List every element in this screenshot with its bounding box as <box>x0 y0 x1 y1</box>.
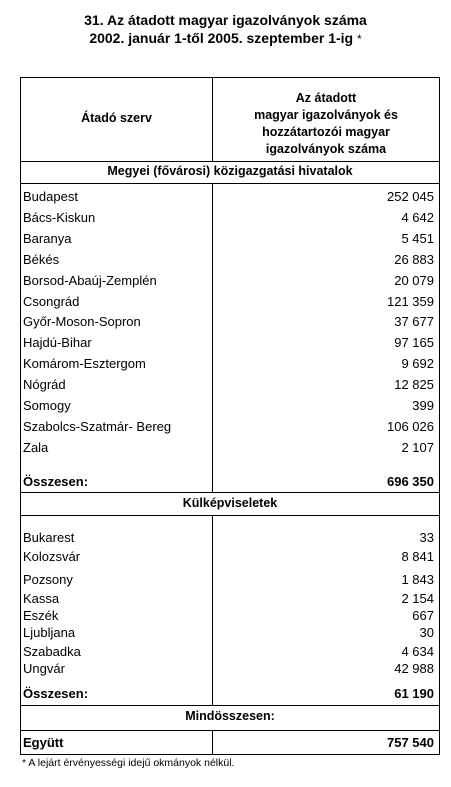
row-label: Összesen: <box>23 474 89 489</box>
page-subtitle <box>0 30 451 48</box>
row-value: 106 026 <box>387 418 434 434</box>
row-label: Bukarest <box>23 530 75 545</box>
row-value: 4 634 <box>401 644 434 659</box>
row-value: 20 079 <box>394 272 434 288</box>
row-label: Szabadka <box>23 644 81 659</box>
row-value: 8 841 <box>401 549 434 564</box>
section-title-county-offices: Megyei (fővárosi) közigazgatási hivatalok <box>107 164 353 178</box>
section3-divider <box>21 730 439 731</box>
row-label: Győr-Moson-Sopron <box>23 314 141 330</box>
row-value: 696 350 <box>387 474 434 489</box>
row-value: 9 692 <box>401 356 434 372</box>
row-value: 2 154 <box>401 591 434 606</box>
section1-divider <box>21 183 439 184</box>
row-label: Borsod-Abaúj-Zemplén <box>23 272 157 288</box>
column-header-count-line: magyar igazolványok és <box>254 108 398 122</box>
row-label: Zala <box>23 439 49 455</box>
subtitle-text: 2002. január 1-től 2005. szeptember 1-ig <box>89 30 354 46</box>
header-divider <box>21 161 439 162</box>
row-label: Somogy <box>23 398 71 413</box>
row-label: Szabolcs-Szatmár- Bereg <box>23 418 172 434</box>
page-title: 31. Az átadott magyar igazolványok száma <box>84 12 367 28</box>
row-label: Bács-Kiskun <box>23 209 96 225</box>
column-header-count-line: hozzátartozói magyar <box>262 125 390 139</box>
footnote-marker: * <box>357 32 362 46</box>
row-label: Pozsony <box>23 572 73 587</box>
row-label: Kassa <box>23 591 60 606</box>
row-label: Budapest <box>23 189 78 204</box>
row-value: 30 <box>419 625 434 640</box>
footnote: * A lejárt érvényességi idejű okmányok nélkül. <box>22 757 235 769</box>
row-label: Baranya <box>23 230 72 246</box>
row-value: 4 642 <box>401 209 434 225</box>
row-value: 5 451 <box>401 230 434 246</box>
row-label: Komárom-Esztergom <box>23 356 146 372</box>
section3-top-divider <box>21 705 439 706</box>
row-label: Kolozsvár <box>23 549 81 564</box>
row-label: Békés <box>23 251 60 267</box>
column-header-count <box>213 90 439 158</box>
row-label: Összesen: <box>23 686 89 701</box>
section-title-grand-total: Mindösszesen: <box>185 709 275 723</box>
row-value: 121 359 <box>387 293 434 309</box>
row-label: Hajdú-Bihar <box>23 335 92 351</box>
section3-col-divider <box>212 730 213 754</box>
row-value: 61 190 <box>394 686 434 701</box>
data-table <box>20 77 440 755</box>
column-header-count-line: Az átadott <box>295 91 357 105</box>
section2-top-divider <box>21 492 439 493</box>
row-value: 12 825 <box>394 377 434 393</box>
row-label: Együtt <box>23 735 64 750</box>
row-value: 37 677 <box>394 314 434 330</box>
row-value: 399 <box>412 398 434 413</box>
row-label: Csongrád <box>23 293 80 309</box>
row-label: Ungvár <box>23 661 65 676</box>
row-value: 1 843 <box>401 572 434 587</box>
column-header-count-line: igazolványok száma <box>265 142 387 156</box>
row-label: Eszék <box>23 608 59 623</box>
row-value: 33 <box>419 530 434 545</box>
section2-divider <box>21 515 439 516</box>
section-title-consulates: Külképviseletek <box>182 496 278 510</box>
row-value: 42 988 <box>394 661 434 676</box>
row-value: 252 045 <box>387 189 434 204</box>
row-value: 26 883 <box>394 251 434 267</box>
section2-col-divider <box>212 515 213 705</box>
row-label: Ljubljana <box>23 625 76 640</box>
column-header-issuer: Átadó szerv <box>81 111 152 125</box>
row-value: 2 107 <box>401 439 434 455</box>
row-value: 97 165 <box>394 335 434 351</box>
row-label: Nógrád <box>23 377 66 393</box>
row-value: 667 <box>412 608 434 623</box>
row-value: 757 540 <box>387 735 434 750</box>
section1-col-divider <box>212 183 213 492</box>
